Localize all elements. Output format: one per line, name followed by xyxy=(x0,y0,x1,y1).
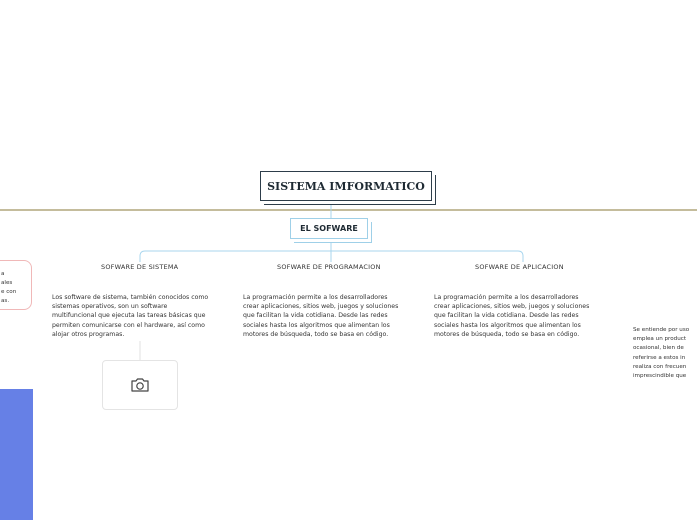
branch-text-aplicacion: La programación permite a los desarrolladores crear aplicaciones, sitios web, juegos y soluciones que facilitan la vida cotidiana. Desde las redes sociales hasta los algoritmos que alimentan los motores de búsqueda, todo se basa en código. xyxy=(434,294,590,338)
left-partial-card[interactable]: a ales e con as. xyxy=(0,260,32,310)
left-accent-block xyxy=(0,389,33,520)
camera-icon xyxy=(130,377,150,393)
branch-title-aplicacion[interactable]: SOFWARE DE APLICACION xyxy=(475,263,564,271)
subtopic-el-sofware[interactable]: EL SOFWARE xyxy=(290,218,368,239)
branch-title-programacion[interactable]: SOFWARE DE PROGRAMACION xyxy=(277,263,381,271)
branch-text-sistema: Los software de sistema, también conocidos como sistemas operativos, son un software multifuncional que ejecuta las tareas básicas que permiten comunicarse con el hardware, así como alojar otros programas. xyxy=(52,294,209,338)
branch-title-sistema[interactable]: SOFWARE DE SISTEMA xyxy=(101,263,179,271)
branch-text-programacion: La programación permite a los desarrolladores crear aplicaciones, sitios web, juegos y soluciones que facilitan la vida cotidiana. Desde las redes sociales hasta los algoritmos que alimentan los motores de búsqueda, todo se basa en código. xyxy=(243,294,399,338)
root-topic[interactable]: SISTEMA IMFORMATICO xyxy=(260,171,432,201)
image-placeholder[interactable] xyxy=(102,360,178,410)
right-partial-text: Se entiende por uso emplea un product ocasional, bien de referirse a estos in realiza con frecuen imprescindible que xyxy=(633,327,690,380)
